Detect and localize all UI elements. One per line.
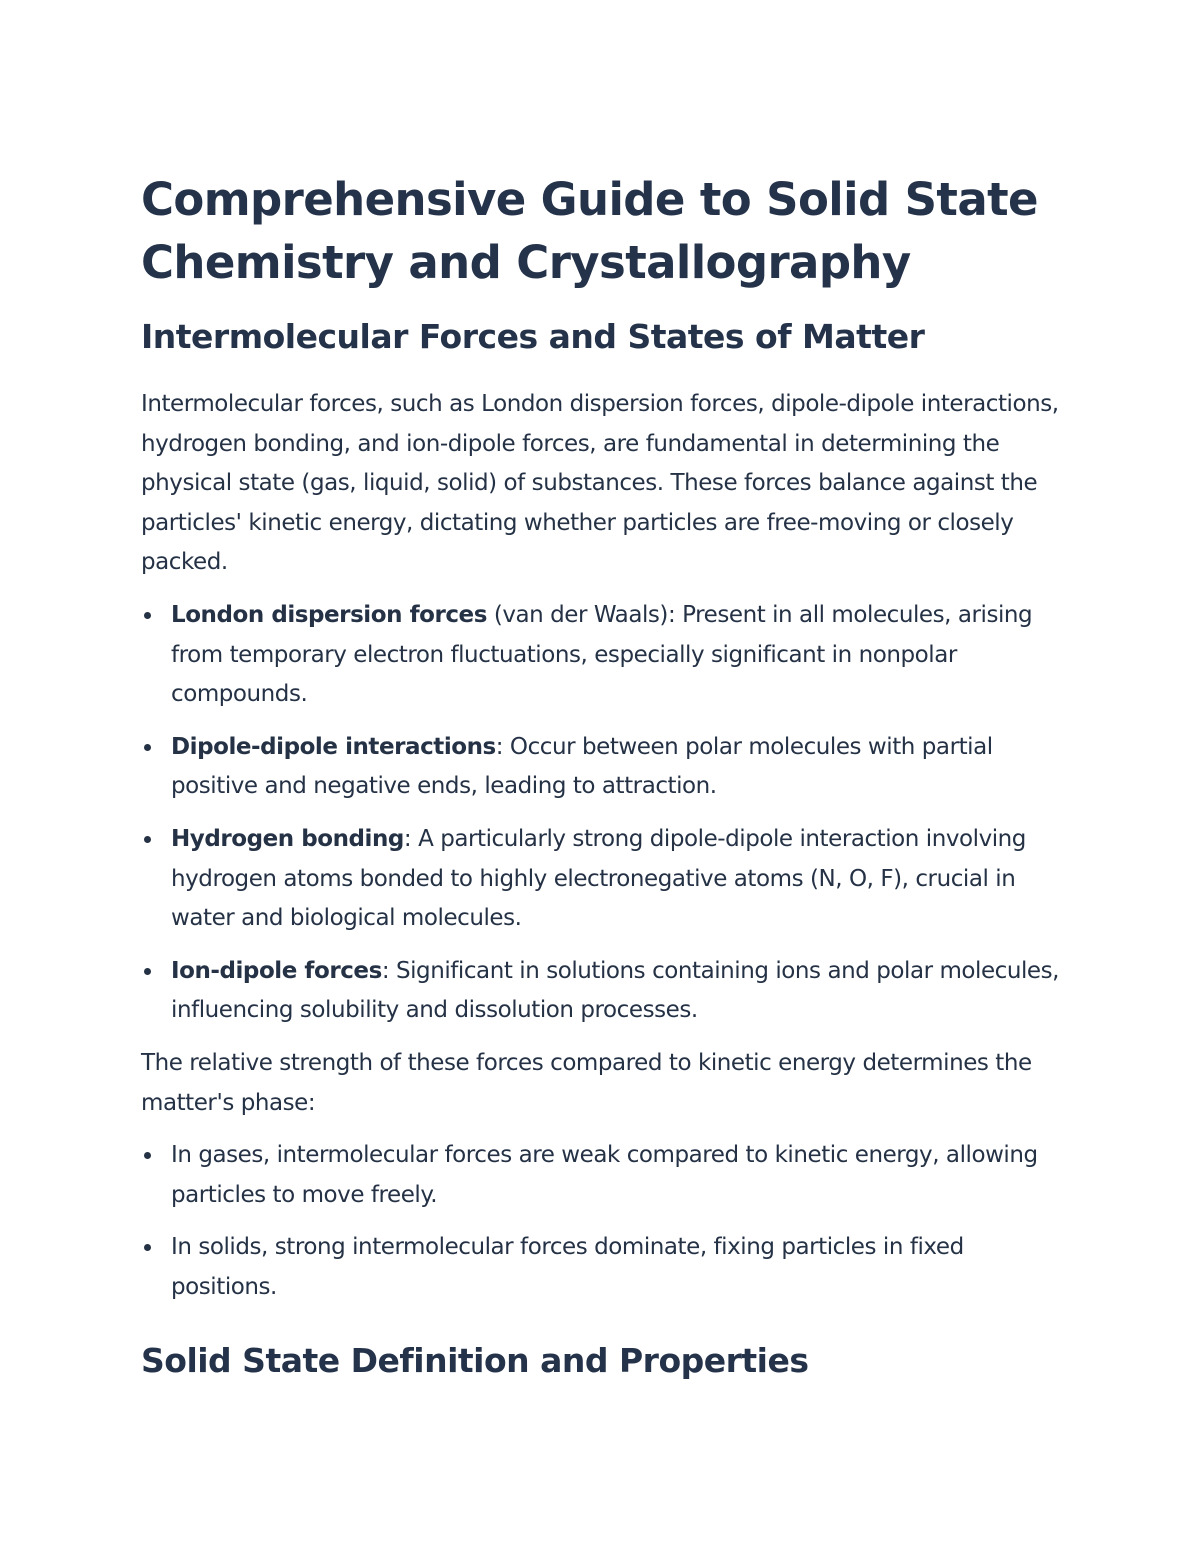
section-heading-intermolecular-forces: Intermolecular Forces and States of Matter: [141, 317, 925, 356]
document-page: [141, 168, 1071, 1381]
description-ion-dipole: : Significant in solutions containing ions and polar molecules, influencing solubility and dissolution processes.: [171, 957, 1060, 1024]
phase-text-gases: In gases, intermolecular forces are weak compared to kinetic energy, allowing particles to move freely.: [171, 1142, 1038, 1208]
description-london-dispersion: (van der Waals): Present in all molecules, arising from temporary electron fluctuations, especially significant in nonpolar compounds.: [171, 601, 1033, 708]
forces-list: [141, 596, 1071, 1031]
list-item-solids: [141, 1228, 1071, 1307]
phases-list: [141, 1136, 1071, 1307]
phase-summary-paragraph: The relative strength of these forces compared to kinetic energy determines the matter's phase:: [141, 1049, 1032, 1116]
list-item-hydrogen-bonding: [141, 820, 1071, 939]
bullet-icon: [144, 836, 151, 843]
bullet-icon: [144, 1244, 151, 1251]
bullet-icon: [144, 612, 151, 619]
list-item-dipole-dipole: [141, 728, 1071, 807]
section-heading-solid-state: Solid State Definition and Properties: [141, 1341, 809, 1381]
description-dipole-dipole: : Occur between polar molecules with partial positive and negative ends, leading to attraction.: [171, 733, 993, 800]
bullet-icon: [144, 968, 151, 975]
term-hydrogen-bonding: Hydrogen bonding: [171, 825, 404, 852]
document-title: Comprehensive Guide to Solid State Chemistry and Crystallography: [141, 173, 1038, 289]
intro-paragraph: Intermolecular forces, such as London dispersion forces, dipole-dipole interactions, hydrogen bonding, and ion-dipole forces, are fundamental in determining the physical state (gas, liquid, solid) of substances. These forces balance against the particles' kinetic energy, dictating whether particles are free-moving or closely packed.: [141, 391, 1059, 576]
bullet-icon: [144, 744, 151, 751]
term-london-dispersion: London dispersion forces: [171, 601, 487, 628]
list-item-london-dispersion: [141, 596, 1071, 715]
list-item-ion-dipole: [141, 952, 1071, 1031]
term-ion-dipole: Ion-dipole forces: [171, 957, 382, 984]
description-hydrogen-bonding: : A particularly strong dipole-dipole interaction involving hydrogen atoms bonded to highly electronegative atoms (N, O, F), crucial in water and biological molecules.: [171, 825, 1026, 932]
bullet-icon: [144, 1152, 151, 1159]
phase-text-solids: In solids, strong intermolecular forces dominate, fixing particles in fixed positions.: [171, 1234, 964, 1300]
list-item-gases: [141, 1136, 1071, 1215]
term-dipole-dipole: Dipole-dipole interactions: [171, 733, 496, 760]
